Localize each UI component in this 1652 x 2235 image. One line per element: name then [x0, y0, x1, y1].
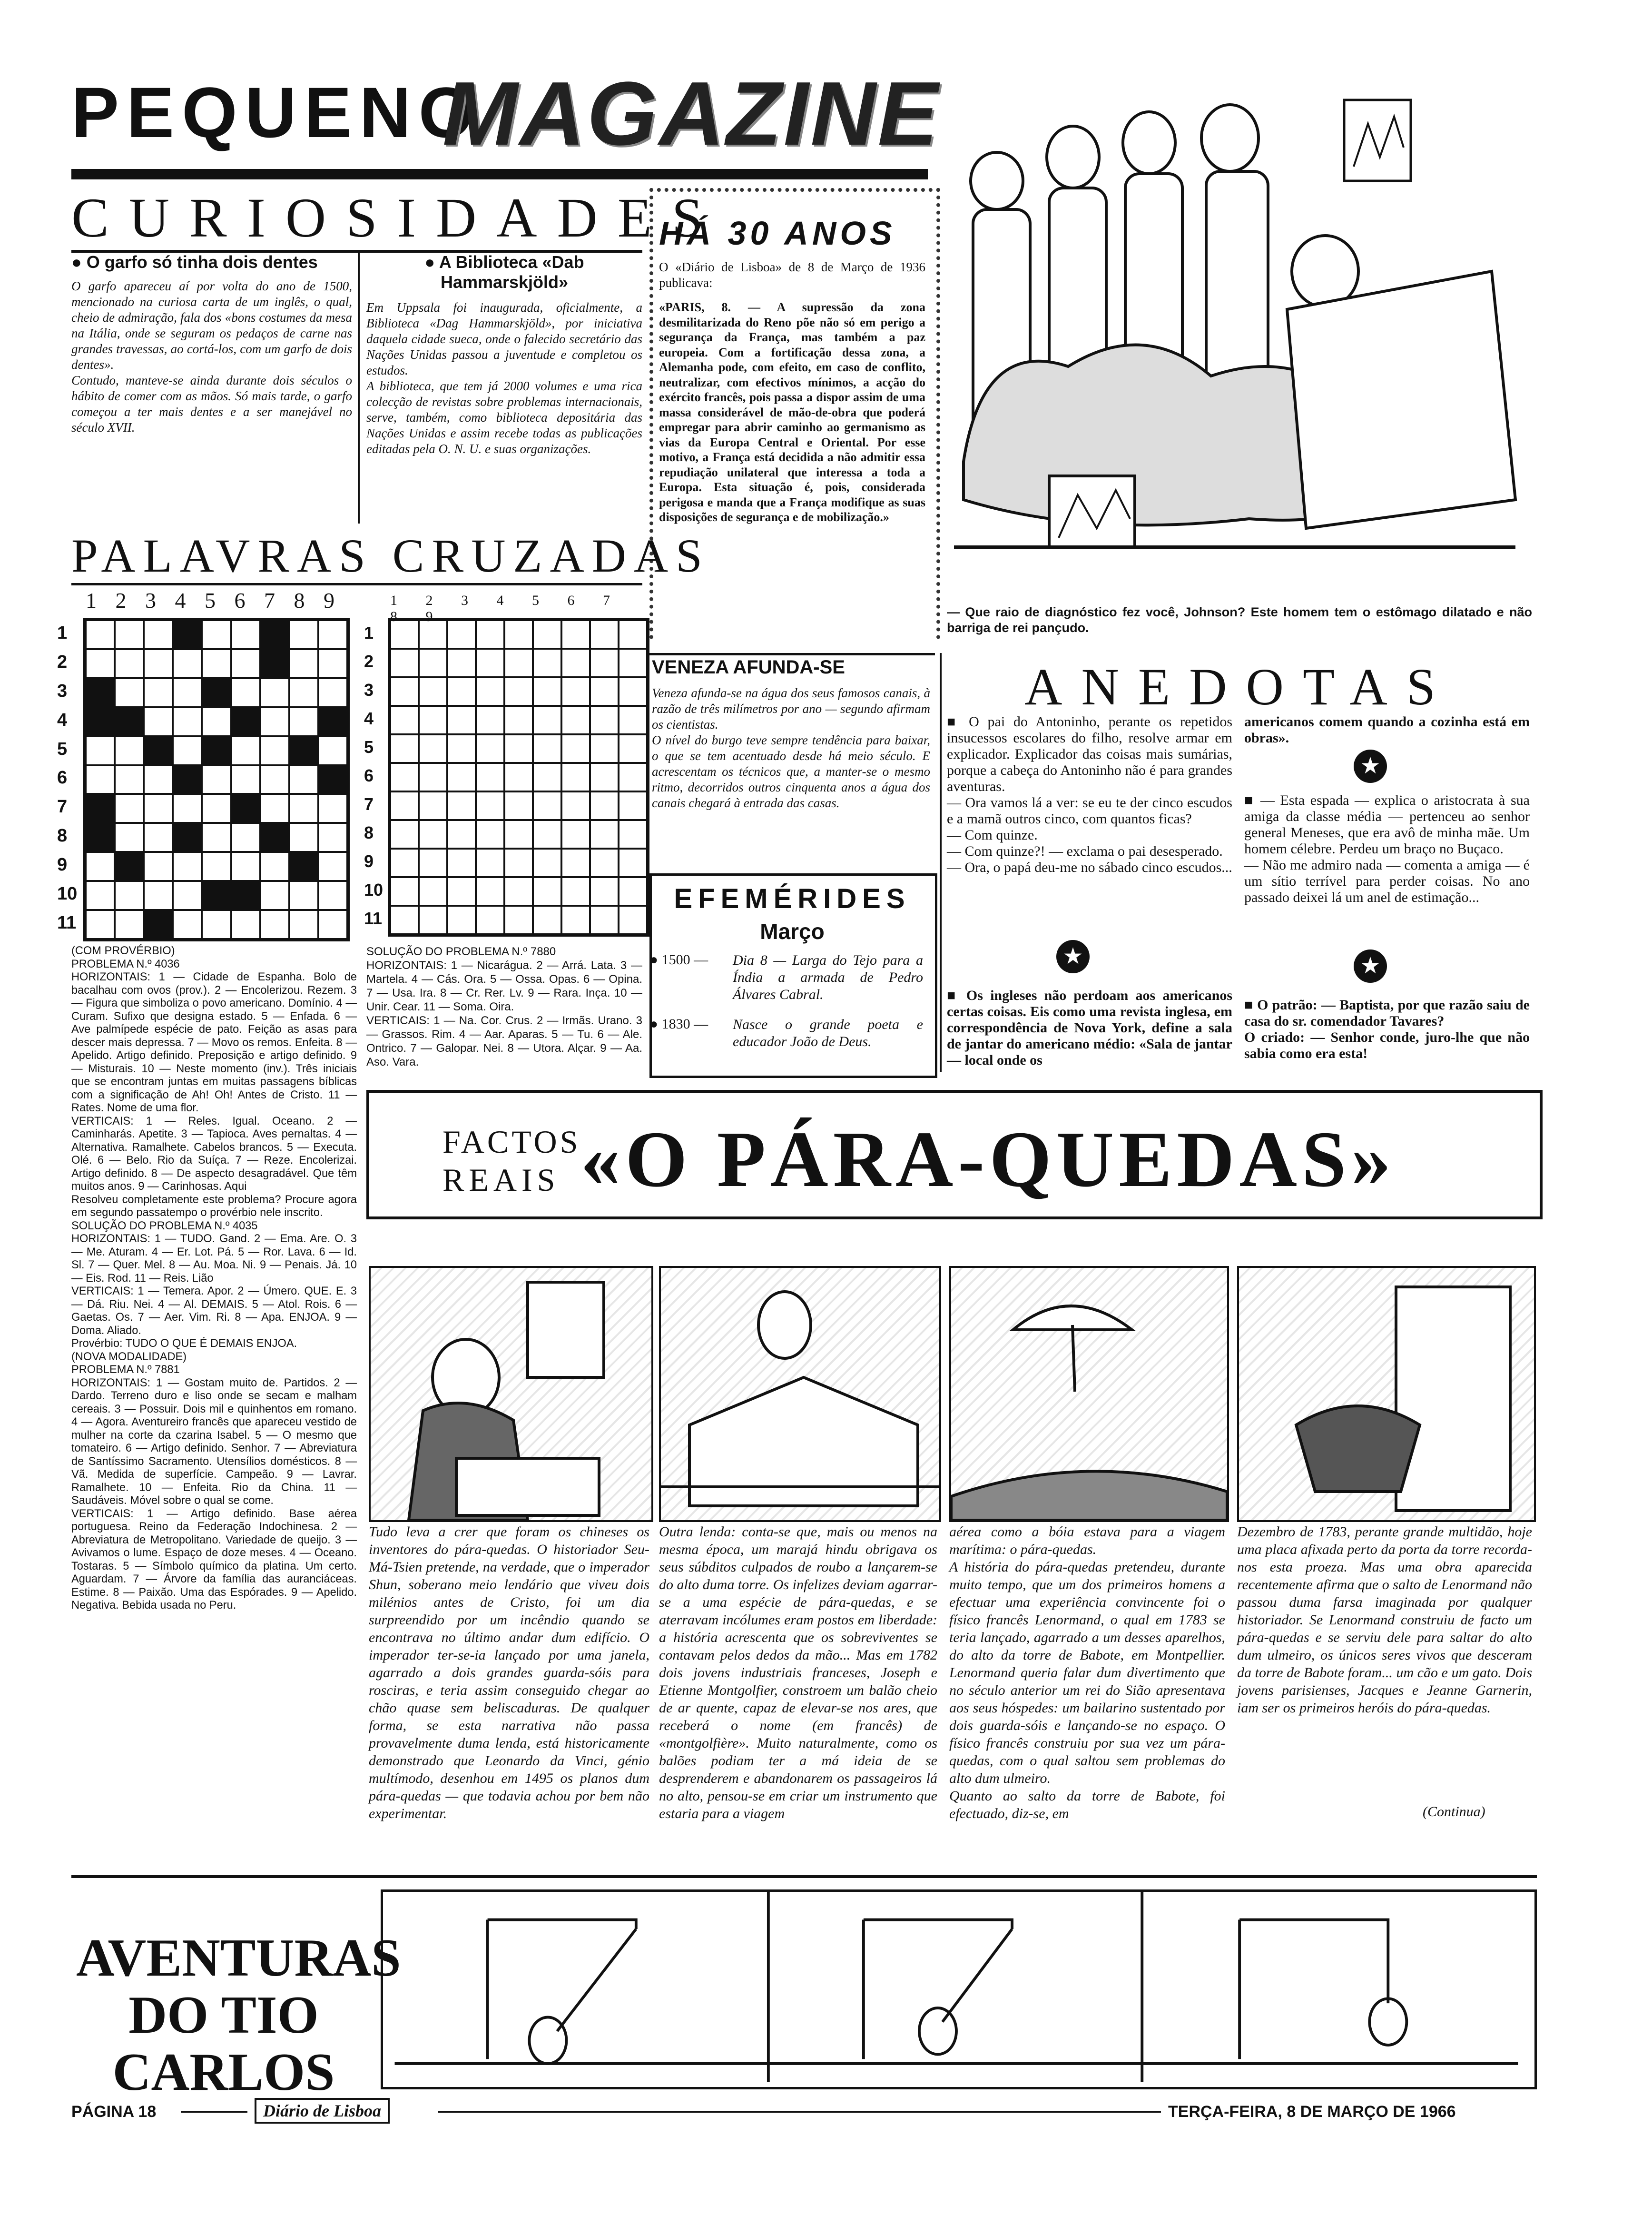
crossword-cell [619, 734, 647, 763]
crossword-cell [86, 707, 115, 736]
garfo-heading: ● O garfo só tinha dois dentes [71, 252, 318, 272]
crossword-cell [260, 736, 289, 765]
aventuras-title-1: AVENTURAS [76, 1928, 401, 1988]
crossword-cell [173, 649, 202, 678]
crossword-cell [447, 791, 476, 820]
crossword-cell [202, 910, 231, 939]
crossword-cell [504, 877, 533, 906]
crossword-cell [390, 820, 419, 849]
biblioteca-text: Em Uppsala foi inaugurada, oficialmente, a Biblioteca «Dag Hammarskjöld», por iniciativa daquela cidade sueca, onde o falecido secretário das Nações Unidas passou a juventude e completou os estudos. A biblioteca, que tem já 2000 volumes e uma rica colecção de revistas sobre problemas internacionais, serve, também, como biblioteca depositária das Nações Unidas e assim recebe todas as publicações editadas pela O. N. U. e suas organizações. [366, 300, 642, 456]
crossword-cell [533, 763, 561, 791]
crossword-cell [561, 734, 590, 763]
row-number: 10 [364, 880, 384, 900]
crossword-cell [231, 736, 260, 765]
crossword-cell [115, 823, 144, 852]
crossword-cell [390, 877, 419, 906]
doctors-cartoon [944, 71, 1534, 595]
row-number: 3 [57, 681, 68, 701]
crossword-cell [144, 678, 173, 707]
crossword-cell [231, 765, 260, 794]
row-number: 6 [364, 766, 374, 785]
crossword-cell [173, 852, 202, 881]
row-number: 9 [364, 851, 374, 871]
crossword-cell [504, 791, 533, 820]
row-number: 1 [364, 623, 374, 643]
palavras-left-text: (COM PROVÉRBIO) PROBLEMA N.º 4036 HORIZONTAIS: 1 — Cidade de Espanha. Bolo de bacalhau com ovos (prov.). 2 — Encolerizou. Rezem. 3 — Figura que simboliza o povo americano. Domínio. 4 — Curam. Sufixo que designa estado. 5 — Enfada. 6 — Ave palmípede espécie de pato. Feição as asas para descer mais depressa. 7 — Movo os remos. Enfeita. 8 — Apelido. Artigo definido. Preposição e artigo definido. 9 — Misturais. 10 — Neste momento (inv.). Três iniciais que se encontram juntas em muitas passagens bíblicas com a significação de Ah! Oh! Antes de Cristo. 11 — Rates. Nome de uma flor. VERTICAIS: 1 — Reles. Igual. Oceano. 2 — Caminharás. Apetite. 3 — Tapioca. Aves pernaltas. 4 — Alternativa. Ramalhete. Cabelos brancos. 5 — Executa. Olé. 6 — Belo. Rio da Suíça. 7 — Reze. Encolerizai. Artigo definido. 8 — De aspecto desagradável. Que têm muitos anos. 9 — Carinhosas. Aqui Resolveu completamente este problema? Procure agora em segundo passatempo o provérbio nele inscrito. SOLUÇÃO DO PROBLEMA N.º 4035 HORIZONTAIS: 1 — TUDO. Gand. 2 — Ema. Are. O. 3 — Me. Aturam. 4 — Er. Lot. Pá. 5 — Ror. Lava. 6 — Id. Sl. 7 — Quer. Mel. 8 — Au. Moa. Ni. 9 — Penais. Já. 10 — Eis. Rod. 11 — Reis. Lião VERTICAIS: 1 — Temera. Apor. 2 — Úmero. QUE. E. 3 — Dá. Riu. Nei. 4 — Al. DEMAIS. 5 — Atol. Rois. 6 — Gaetas. Os. 7 — Aer. Vim. Ri. 8 — Apa. ENJOA. 9 — Doma. Aliado. Provérbio: TUDO O QUE É DEMAIS ENJOA. (NOVA MODALIDADE) PROBLEMA N.º 7881 HORIZONTAIS: 1 — Gostam muito de. Partidos. 2 — Dardo. Terreno duro e liso onde se secam e malham cereais. 3 — Possuir. Dois mil e quinhentos em romano. 4 — Agora. Aventureiro francês que apareceu vestido de mulher na corte da czarina Isabel. 5 — O mesmo que tomateiro. 6 — Artigo definido. Senhor. 7 — Abreviatura de Santíssimo Sacramento. Utensílios domésticos. 8 — Vã. Medida de superfície. Campeão. 9 — Lavrar. Ramalhete. 10 — Enfeita. Rio da China. 11 — Saudáveis. Móvel sobre o qual se come. VERTICAIS: 1 — Artigo definido. Base aérea portuguesa. Reino da Federação Indochinesa. 2 — Abreviatura de Metropolitano. Variedade de queijo. 3 — Avivamos o lume. Espaço de doze meses. 4 — Oceano. Tostaras. 5 — Símbolo químico da platina. Um certo. Aguardam. 7 — Árvore da família das auranciáceas. Estime. 8 — Paixão. Uma das Espórades. 9 — Apelido. Negativa. Bebida usada no Peru. [71, 945, 357, 1612]
crossword-cell [231, 794, 260, 823]
crossword-cell [86, 881, 115, 910]
crossword-cell [202, 794, 231, 823]
crossword-cell [318, 736, 347, 765]
crossword-cell [419, 677, 447, 706]
crossword-cell [318, 707, 347, 736]
crossword-cell [447, 763, 476, 791]
star-icon: ★ [1056, 940, 1090, 973]
parachute-col-4: Dezembro de 1783, perante grande multidão, hoje uma placa afixada perto da porta da torre recorda-nos esta proeza. Mas uma obra aparecida recentemente afirma que o salto de Lenormand não passou duma farsa imaginada por qualquer historiador. Se Lenormand construiu de facto um pára-quedas e se serviu dele para saltar do alto dum ulmeiro, os únicos seres vivos que desceram da torre de Babote foram... um cão e um gato. Dois jovens parisienses, Jacques e Jeanne Garnerin, iam ser os primeiros heróis do pára-quedas. [1237, 1524, 1532, 1716]
crossword-cell [504, 677, 533, 706]
masthead-pequeno: PEQUENO [71, 72, 482, 152]
crossword-cell [144, 649, 173, 678]
crossword-cell [619, 849, 647, 877]
crossword-cell [260, 649, 289, 678]
crossword-cell [533, 677, 561, 706]
crossword-cell [260, 678, 289, 707]
crossword-cell [144, 852, 173, 881]
palavras-title: PALAVRAS CRUZADAS [71, 529, 710, 582]
factos-label: FACTOS [442, 1124, 581, 1160]
crossword-cell [173, 794, 202, 823]
crossword-cell [173, 678, 202, 707]
crossword-cell [561, 677, 590, 706]
row-number: 7 [57, 797, 68, 817]
efemerides-item-1-text: Dia 8 — Larga do Tejo para a Índia a armada de Pedro Álvares Cabral. [733, 952, 923, 1002]
biblioteca-heading: ● A Biblioteca «Dab Hammarskjöld» [424, 252, 584, 292]
crossword-cell [590, 820, 619, 849]
crossword-cell [447, 706, 476, 734]
efemerides-month: Março [760, 919, 825, 944]
crossword-cell [115, 852, 144, 881]
grid1-col-numbers: 1 2 3 4 5 6 7 8 9 [86, 588, 341, 613]
crossword-cell [202, 765, 231, 794]
crossword-cell [390, 677, 419, 706]
crossword-cell [533, 706, 561, 734]
crossword-cell [504, 820, 533, 849]
veneza-top-rule [649, 653, 935, 655]
crossword-cell [289, 678, 318, 707]
crossword-cell [590, 849, 619, 877]
crossword-cell [447, 877, 476, 906]
crossword-cell [419, 791, 447, 820]
crossword-cell [86, 852, 115, 881]
crossword-cell [289, 910, 318, 939]
parachute-col-1: Tudo leva a crer que foram os chineses os inventores do pára-quedas. O historiador Seu-Má-Tsien pretende, na verdade, que o imperador Shun, soberano meio lendário que viveu dois milénios antes de Cristo, foi um dia surpreendido por um incêndio quando se encontrava no último andar dum edifício. O imperador ter-se-ia lançado por uma janela, agarrado a dois grandes guarda-sóis para rosciras, e teria assim conseguido chegar ao chão quase sem beliscaduras. De qualquer forma, se esta narrativa não passa provavelmente duma lenda, está historicamente demonstrado que Leonardo da Vinci, génio multímodo, desenhou em 1495 os planos dum pára-quedas — que todavia achou por bem não experimentar. [369, 1524, 649, 1821]
crossword-cell [533, 906, 561, 934]
crossword-cell [260, 910, 289, 939]
crossword-cell [447, 734, 476, 763]
crossword-cell [115, 736, 144, 765]
crossword-cell [561, 649, 590, 677]
panel-leonardo [369, 1266, 653, 1522]
crossword-cell [115, 678, 144, 707]
crossword-cell [619, 877, 647, 906]
footer-logo: Diário de Lisboa [255, 2098, 390, 2124]
parachute-col-3: aérea como a bóia estava para a viagem marítima: o pára-quedas. A história do pára-quedas pretendeu, durante muito tempo, que um dos primeiros homens a efectuar uma experiência convincente foi o físico francês Lenormand, o qual em 1783 se teria lançado, agarrado a um desses aparelhos, do alto da torre de Babote, em Montpellier. Lenormand queria falar dum divertimento que no século anterior um rei do Sião apresentava aos seus hóspedes: um bailarino sustentado por dois guarda-sóis e lançando-se no espaço. O físico francês construiu por sua vez um pára-quedas, com o qual saltou sem problemas do alto dum ulmeiro. Quanto ao salto da torre de Babote, foi efectuado, diz-se, em [949, 1524, 1225, 1821]
anedota-2-end: americanos comem quando a cozinha está em obras». [1244, 714, 1530, 746]
footer-rule-left [181, 2111, 247, 2113]
crossword-cell [419, 734, 447, 763]
row-number: 11 [364, 909, 383, 928]
crossword-cell [419, 906, 447, 934]
crossword-cell [419, 849, 447, 877]
row-number: 3 [364, 680, 374, 700]
crossword-cell [318, 852, 347, 881]
row-number: 7 [364, 794, 374, 814]
crossword-cell [561, 820, 590, 849]
crossword-cell [590, 791, 619, 820]
crossword-cell [260, 852, 289, 881]
crossword-cell [619, 820, 647, 849]
crossword-cell [447, 906, 476, 934]
crossword-cell [504, 620, 533, 649]
row-number: 6 [57, 768, 68, 788]
veneza-text: Veneza afunda-se na água dos seus famosos canais, à razão de três milímetros por ano — segundo afirmam os cientistas. O nível do burgo teve sempre tendência para baixar, o que se tem acentuado desde há meio século. E acrescentam os técnicos que, a manter-se o mesmo ritmo, decorridos outros cinquenta anos a água dos canais chegará à entrada das casas. [652, 686, 930, 810]
crossword-cell [231, 852, 260, 881]
crossword-cell [173, 823, 202, 852]
grid2-col-numbers: 1 2 3 4 5 6 7 8 9 [390, 593, 622, 624]
crossword-cell [202, 649, 231, 678]
crossword-cell [561, 763, 590, 791]
crossword-cell [447, 620, 476, 649]
crossword-cell [619, 906, 647, 934]
crossword-cell [260, 881, 289, 910]
panel-tower [1237, 1266, 1536, 1522]
crossword-cell [476, 877, 504, 906]
aventuras-title-3: CARLOS [112, 2043, 335, 2102]
row-number: 5 [364, 737, 374, 757]
masthead-magazine: MAGAZINE [442, 63, 940, 164]
crossword-cell [533, 820, 561, 849]
crossword-cell [419, 649, 447, 677]
row-number: 8 [57, 826, 68, 846]
crossword-cell [173, 910, 202, 939]
crossword-cell [533, 791, 561, 820]
crossword-cell [390, 791, 419, 820]
crossword-cell [289, 794, 318, 823]
continua-label: (Continua) [1423, 1804, 1485, 1820]
anedotas-title: ANEDOTAS [1024, 658, 1455, 716]
crossword-cell [390, 763, 419, 791]
crossword-cell [115, 620, 144, 649]
aventuras-top-rule [71, 1875, 1537, 1878]
aventuras-title-2: DO TIO [128, 1986, 319, 2045]
crossword-cell [289, 881, 318, 910]
crossword-cell [476, 849, 504, 877]
row-number: 4 [57, 710, 68, 730]
crossword-cell [144, 910, 173, 939]
parachute-col-2: Outra lenda: conta-se que, mais ou menos na mesma época, um marajá hindu obrigava os seus súbditos culpados de roubo a lançarem-se do alto duma torre. Os infelizes deviam agarrar-se a uma espécie de pára-quedas, e se aterravam incólumes eram postos em liberdade: a história acrescenta que os sobreviventes se contavam pelos dedos da mão... Mas em 1782 dois jovens industriais franceses, Joseph e Etienne Montgolfier, constroem um balão cheio de ar quente, capaz de elevar-se nos ares, que receberá o nome (em francês) de «montgolfière». Muito naturalmente, como os balões podiam ter a má ideia de se desprenderem e abandonarem os passageiros lá no alto, pensou-se em criar um instrumento que estaria para a viagem [659, 1524, 937, 1821]
crossword-cell [590, 734, 619, 763]
crossword-cell [318, 678, 347, 707]
crossword-cell [619, 677, 647, 706]
crossword-cell [231, 707, 260, 736]
crossword-cell [202, 852, 231, 881]
cartoon-caption: — Que raio de diagnóstico fez você, Johnson? Este homem tem o estômago dilatado e não barriga de rei pançudo. [947, 605, 1532, 635]
crossword-cell [390, 734, 419, 763]
crossword-cell [115, 881, 144, 910]
crossword-cell [561, 877, 590, 906]
crossword-cell [476, 620, 504, 649]
crossword-cell [115, 649, 144, 678]
ha30anos-text: «PARIS, 8. — A supressão da zona desmilitarizada do Reno põe não só em perigo a segurança da França, mas também a paz europeia. Com a fortificação dessa zona, a Alemanha pode, com efeito, em caso de conflito, neutralizar, com efectivos mínimos, a acção do exército francês, pois passa a dispor assim de uma massa considerável de mão-de-obra que poderá empregar para abrir caminho ao germanismo as vias da Europa Central e Oriental. Por esse motivo, a França está decidida a não admitir essa repudiação unilateral que interessa a toda a Europa. Esta situação é, pois, considerada perigosa e manda que a França modifique as suas disposições de segurança e de mobilização.» [659, 300, 925, 524]
crossword-cell [476, 734, 504, 763]
crossword-cell [231, 620, 260, 649]
crossword-cell [318, 910, 347, 939]
palavras-right-solution: SOLUÇÃO DO PROBLEMA N.º 7880 HORIZONTAIS: 1 — Nicarágua. 2 — Arrá. Lata. 3 — Martela. 4 — Cás. Ora. 5 — Ossa. Opas. 6 — Opina. 7 — Usa. Ira. 8 — Cr. Rer. Lv. 9 — Rara. Inça. 10 — Unir. Cear. 11 — Soma. Oira. VERTICAIS: 1 — Na. Cor. Crus. 2 — Irmãs. Urano. 3 — Grassos. Rim. 4 — Aar. Aparas. 5 — Tu. 6 — Ale. Ontrico. 7 — Galopar. Nei. 8 — Utora. Alçar. 9 — Aa. Aso. Vara. [366, 945, 642, 1068]
crossword-cell [390, 706, 419, 734]
anedota-4: ■ O patrão: — Baptista, por que razão saiu de casa do sr. comendador Tavares? O criado: — Senhor conde, juro-lhe que não sabia como era esta! [1244, 997, 1530, 1061]
crossword-cell [447, 649, 476, 677]
crossword-cell [476, 906, 504, 934]
crossword-cell [86, 736, 115, 765]
crossword-cell [318, 649, 347, 678]
crossword-cell [476, 791, 504, 820]
crossword-cell [504, 763, 533, 791]
veneza-title: VENEZA AFUNDA-SE [652, 657, 845, 678]
crossword-cell [231, 881, 260, 910]
crossword-cell [476, 820, 504, 849]
masthead-rule [71, 169, 928, 179]
crossword-cell [260, 794, 289, 823]
row-number: 2 [57, 652, 68, 672]
crossword-cell [202, 823, 231, 852]
crossword-cell [260, 620, 289, 649]
panel-balloon [659, 1266, 941, 1522]
crossword-cell [144, 736, 173, 765]
crossword-cell [561, 706, 590, 734]
crossword-cell [115, 765, 144, 794]
crossword-cell [173, 707, 202, 736]
crossword-cell [561, 849, 590, 877]
crossword-cell [260, 707, 289, 736]
crossword-cell [202, 881, 231, 910]
crossword-cell [476, 649, 504, 677]
efemerides-item-1-year: ● 1500 — [649, 952, 708, 968]
row-number: 5 [57, 739, 68, 759]
crossword-cell [144, 881, 173, 910]
crossword-cell [419, 877, 447, 906]
anedota-2: ■ Os ingleses não perdoam aos americanos certas coisas. Eis como uma revista inglesa, em correspondência de Nova York, define a sala de jantar do americano médio: «Sala de jantar — local onde os [947, 988, 1232, 1068]
crossword-cell [231, 678, 260, 707]
crossword-cell [619, 620, 647, 649]
crossword-cell [504, 906, 533, 934]
crossword-cell [202, 736, 231, 765]
crossword-cell [561, 791, 590, 820]
ha30anos-title: HÁ 30 ANOS [659, 215, 896, 252]
crossword-cell [86, 649, 115, 678]
anedotas-divider [940, 653, 942, 1072]
crossword-cell [619, 649, 647, 677]
crossword-cell [86, 678, 115, 707]
crossword-cell [86, 823, 115, 852]
row-number: 10 [57, 884, 78, 904]
crossword-cell [390, 620, 419, 649]
crossword-cell [590, 649, 619, 677]
crossword-cell [318, 823, 347, 852]
crossword-cell [202, 620, 231, 649]
crossword-cell [173, 620, 202, 649]
efemerides-title: EFEMÉRIDES [674, 883, 911, 914]
crossword-cell [533, 849, 561, 877]
crossword-cell [173, 881, 202, 910]
crossword-cell [173, 736, 202, 765]
tio-carlos-strip [381, 1889, 1537, 2089]
crossword-cell [115, 794, 144, 823]
crossword-cell [144, 794, 173, 823]
crossword-cell [590, 677, 619, 706]
anedota-3: ■ — Esta espada — explica o aristocrata à sua amiga da classe média — pertenceu ao senhor general Meneses, que era avô de minha mãe. Um homem célebre. Perdeu um braço no Buçaco. — Não me admiro nada — comenta a amiga — é um sítio terrível para perder coisas. No ano passado deixei lá um anel de estimação... [1244, 792, 1530, 905]
row-number: 1 [57, 623, 68, 643]
crossword-cell [390, 649, 419, 677]
crossword-cell [289, 852, 318, 881]
crossword-cell [447, 820, 476, 849]
row-number: 9 [57, 855, 68, 875]
crossword-cell [318, 765, 347, 794]
garfo-text: O garfo apareceu aí por volta do ano de 1500, mencionado na curiosa carta de um inglês, o qual, cheio de admiração, fala dos «bons costumes da mesa na Itália, onde se seguram os pedaços de carne nas grandes travessas, ao cortá-los, com um garfo de dois dentes». Contudo, manteve-se ainda durante dois séculos o hábito de comer com as mãos. Só mais tarde, o garfo começou a ter mais dentes e a ser manejável no século XVII. [71, 279, 352, 435]
efemerides-item-2-year: ● 1830 — [649, 1016, 708, 1032]
row-number: 11 [57, 912, 77, 933]
crossword-cell [260, 823, 289, 852]
star-icon: ★ [1354, 949, 1387, 983]
crossword-cell [447, 849, 476, 877]
crossword-cell [390, 849, 419, 877]
crossword-cell [289, 620, 318, 649]
crossword-cell [476, 677, 504, 706]
curiosidades-divider [358, 252, 360, 524]
crossword-cell [619, 706, 647, 734]
crossword-cell [419, 820, 447, 849]
crossword-cell [144, 707, 173, 736]
crossword-cell [419, 763, 447, 791]
crossword-cell [590, 620, 619, 649]
crossword-grid-2 [388, 618, 649, 937]
reais-label: REAIS [442, 1162, 560, 1198]
crossword-cell [533, 877, 561, 906]
crossword-cell [533, 649, 561, 677]
crossword-cell [533, 620, 561, 649]
crossword-cell [590, 906, 619, 934]
footer-rule-right [438, 2111, 1161, 2113]
crossword-cell [590, 877, 619, 906]
crossword-cell [476, 763, 504, 791]
crossword-cell [590, 706, 619, 734]
crossword-cell [231, 649, 260, 678]
row-number: 2 [364, 652, 374, 671]
crossword-cell [504, 649, 533, 677]
curiosidades-title: CURIOSIDADES [71, 187, 723, 249]
crossword-cell [390, 906, 419, 934]
palavras-rule [71, 583, 642, 585]
row-number: 8 [364, 823, 374, 842]
crossword-cell [561, 906, 590, 934]
crossword-cell [318, 620, 347, 649]
crossword-cell [419, 706, 447, 734]
crossword-cell [318, 881, 347, 910]
crossword-cell [202, 707, 231, 736]
anedota-1: ■ O pai do Antoninho, perante os repetidos insucessos escolares do filho, resolve armar em explicador. Explicador das coisas mais sumárias, porque a cabeça do Antoninho não é para grandes aventuras. — Ora vamos lá a ver: se eu te der cinco escudos e a mamã outros cinco, com quantos ficas? — Com quinze. — Com quinze?! — exclama o pai desesperado. — Ora, o papá deu-me no sábado cinco escudos... [947, 714, 1232, 875]
crossword-cell [144, 765, 173, 794]
ha30anos-intro: O «Diário de Lisboa» de 8 de Março de 1936 publicava: [659, 260, 925, 290]
crossword-cell [86, 765, 115, 794]
panel-parachute [949, 1266, 1229, 1522]
crossword-cell [289, 649, 318, 678]
crossword-cell [504, 734, 533, 763]
crossword-cell [115, 910, 144, 939]
efemerides-item-2-text: Nasce o grande poeta e educador João de Deus. [733, 1017, 923, 1049]
crossword-cell [619, 763, 647, 791]
row-number: 4 [364, 709, 374, 728]
crossword-cell [289, 823, 318, 852]
star-icon: ★ [1354, 750, 1387, 783]
crossword-cell [447, 677, 476, 706]
crossword-cell [115, 707, 144, 736]
factos-title: «O PÁRA-QUEDAS» [580, 1115, 1396, 1204]
crossword-cell [289, 707, 318, 736]
crossword-cell [144, 620, 173, 649]
crossword-cell [318, 794, 347, 823]
crossword-cell [289, 765, 318, 794]
crossword-cell [561, 620, 590, 649]
crossword-cell [504, 849, 533, 877]
crossword-cell [260, 765, 289, 794]
crossword-cell [533, 734, 561, 763]
crossword-cell [590, 763, 619, 791]
crossword-cell [419, 620, 447, 649]
crossword-cell [86, 794, 115, 823]
crossword-grid-1 [83, 618, 350, 941]
crossword-cell [86, 910, 115, 939]
crossword-cell [231, 823, 260, 852]
crossword-cell [86, 620, 115, 649]
crossword-cell [289, 736, 318, 765]
crossword-cell [231, 910, 260, 939]
crossword-cell [173, 765, 202, 794]
crossword-cell [476, 706, 504, 734]
footer-date: TERÇA-FEIRA, 8 DE MARÇO DE 1966 [1168, 2103, 1456, 2121]
footer-page: PÁGINA 18 [71, 2103, 157, 2121]
crossword-cell [619, 791, 647, 820]
crossword-cell [504, 706, 533, 734]
crossword-cell [202, 678, 231, 707]
crossword-cell [144, 823, 173, 852]
